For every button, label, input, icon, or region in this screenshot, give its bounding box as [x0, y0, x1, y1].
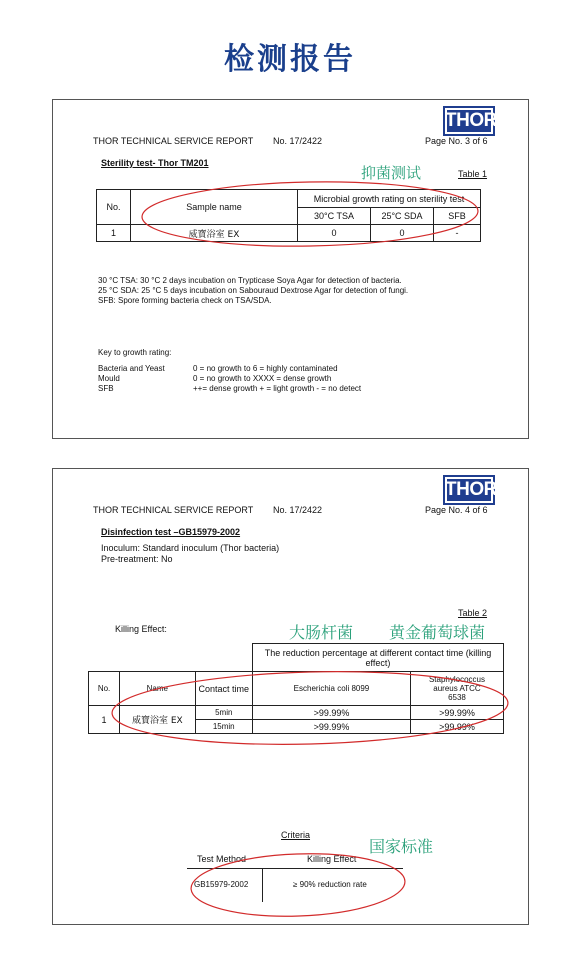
cell-ecoli: >99.99% — [252, 706, 410, 720]
report-header: THOR TECHNICAL SERVICE REPORT — [93, 505, 254, 515]
annotation-national-standard: 国家标准 — [369, 837, 434, 856]
col-ecoli: Escherichia coli 8099 — [252, 672, 410, 706]
cell-staph: >99.99% — [410, 706, 503, 720]
criteria-column-rule — [262, 868, 263, 902]
report-page-3 — [52, 99, 529, 439]
key-label: Bacteria and Yeast — [98, 364, 165, 373]
inoculum-text: Inoculum: Standard inoculum (Thor bacteria) — [101, 543, 280, 553]
table-label: Table 2 — [458, 608, 488, 618]
report-number: No. 17/2422 — [273, 136, 323, 146]
col-contact: Contact time — [195, 672, 252, 706]
criteria-col-method: Test Method — [197, 854, 247, 864]
cell-sfb: - — [434, 225, 481, 242]
notes — [98, 276, 408, 306]
note-line: 30 °C TSA: 30 °C 2 days incubation on Trypticase Soya Agar for detection of bacteria. — [98, 276, 402, 285]
cell-time: 5min — [195, 706, 252, 720]
col-staph: Staphylococcus aureus ATCC 6538 — [410, 672, 503, 706]
pretreatment-text: Pre-treatment: No — [101, 554, 173, 564]
group-header: The reduction percentage at different contact time (killing effect) — [252, 644, 503, 672]
page-number: Page No. 4 of 6 — [425, 505, 488, 515]
table-row — [89, 706, 504, 720]
page-title: 检测报告 — [224, 42, 356, 77]
key-value: 0 = no growth to XXXX = dense growth — [193, 374, 332, 383]
key-value: 0 = no growth to 6 = highly contaminated — [193, 364, 338, 373]
col-sfb: SFB — [434, 208, 481, 225]
section-title: Sterility test- Thor TM201 — [101, 158, 209, 168]
col-sda: 25°C SDA — [371, 208, 434, 225]
key-value: ++= dense growth + = light growth - = no detect — [193, 384, 362, 393]
report-header: THOR TECHNICAL SERVICE REPORT — [93, 136, 254, 146]
cell-no: 1 — [97, 225, 131, 242]
criteria-method: GB15979-2002 — [194, 880, 249, 889]
col-sample: Sample name — [131, 190, 298, 225]
key-label: SFB — [98, 384, 114, 393]
col-no: No. — [89, 672, 120, 706]
thor-logo: THOR — [443, 106, 495, 136]
killing-table — [88, 643, 504, 734]
key-list — [98, 364, 498, 394]
table-label: Table 1 — [458, 169, 488, 179]
key-row — [98, 374, 498, 384]
section-title: Disinfection test –GB15979-2002 — [101, 527, 241, 537]
key-row — [98, 364, 498, 374]
report-number: No. 17/2422 — [273, 505, 323, 515]
col-group: Microbial growth rating on sterility test — [298, 190, 481, 208]
criteria-col-effect: Killing Effect — [307, 854, 357, 864]
col-no: No. — [97, 190, 131, 225]
annotation-staph: 黄金葡萄球菌 — [389, 623, 486, 642]
col-name: Name — [120, 672, 195, 706]
key-row — [98, 384, 498, 394]
cell-staph: >99.99% — [410, 720, 503, 734]
col-tsa: 30°C TSA — [298, 208, 371, 225]
key-title: Key to growth rating: — [98, 348, 172, 357]
criteria-title: Criteria — [281, 830, 311, 840]
cell-tsa: 0 — [298, 225, 371, 242]
annotation-antibacterial: 抑菌测试 — [361, 164, 422, 182]
annotation-ecoli: 大肠杆菌 — [289, 623, 354, 642]
note-line: SFB: Spore forming bacteria check on TSA/SDA. — [98, 296, 272, 305]
cell-ecoli: >99.99% — [252, 720, 410, 734]
sterility-table — [96, 189, 481, 242]
criteria-header-rule — [187, 868, 403, 869]
cell-time: 15min — [195, 720, 252, 734]
thor-logo: THOR — [443, 475, 495, 505]
cell-sample: 威寶浴室 EX — [131, 225, 298, 242]
criteria-effect: ≥ 90% reduction rate — [293, 880, 367, 889]
key-label: Mould — [98, 374, 120, 383]
cell-sda: 0 — [371, 225, 434, 242]
note-line: 25 °C SDA: 25 °C 5 days incubation on Sabouraud Dextrose Agar for detection of fungi. — [98, 286, 409, 295]
cell-name: 威寶浴室 EX — [120, 706, 195, 734]
table-row — [97, 225, 481, 242]
killing-effect-label: Killing Effect: — [115, 624, 167, 634]
report-page-4 — [52, 468, 529, 925]
cell-no: 1 — [89, 706, 120, 734]
page-number: Page No. 3 of 6 — [425, 136, 488, 146]
